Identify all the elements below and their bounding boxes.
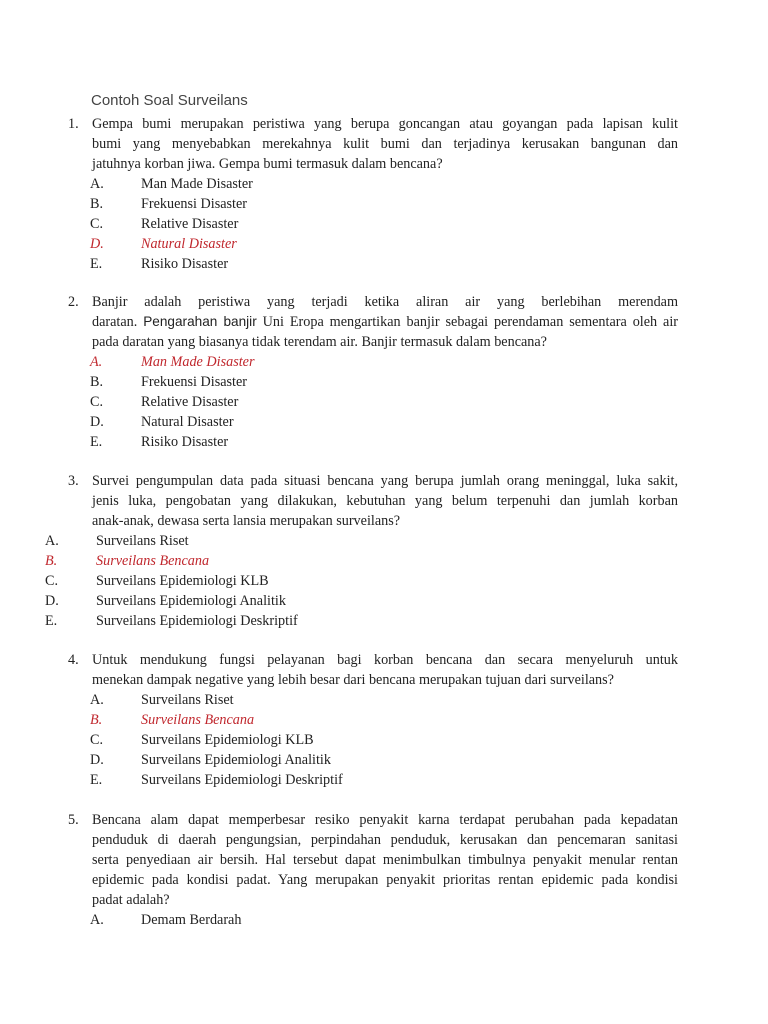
- option-c[interactable]: [0, 730, 768, 750]
- question-3: [0, 471, 768, 631]
- option-text: Relative Disaster: [141, 394, 239, 410]
- option-b-correct-answer[interactable]: [0, 710, 768, 730]
- option-text: Surveilans Riset: [141, 692, 234, 708]
- question-text-fragment: Uni Eropa mengartikan banjir sebagai perendaman sementara oleh air: [262, 314, 679, 330]
- option-letter: B.: [45, 553, 58, 569]
- question-text-line: Survei pengumpulan data pada situasi bencana yang berupa jumlah orang meninggal, luka sakit,: [92, 473, 678, 489]
- question-4: [0, 650, 768, 790]
- option-letter: B.: [90, 196, 104, 212]
- question-text-line: jenis luka, pengobatan yang dilakukan, kebutuhan yang belum terpenuhi dan jumlah korban: [92, 493, 678, 509]
- option-text: Man Made Disaster: [141, 176, 253, 192]
- option-text: Risiko Disaster: [141, 256, 229, 272]
- link-pengarahan-banjir[interactable]: Pengarahan banjir: [143, 314, 257, 329]
- option-letter: E.: [90, 772, 103, 788]
- page-title: Contoh Soal Surveilans: [91, 92, 248, 109]
- question-text-line: Banjir adalah peristiwa yang terjadi ketika aliran air yang berlebihan merendam: [92, 294, 678, 310]
- option-a[interactable]: [0, 531, 768, 551]
- option-text: Surveilans Bencana: [141, 712, 255, 728]
- option-letter: A.: [90, 354, 103, 370]
- option-letter: E.: [90, 434, 103, 450]
- option-e[interactable]: [0, 611, 768, 631]
- option-text: Man Made Disaster: [141, 354, 255, 370]
- option-c[interactable]: [0, 392, 768, 412]
- question-text-line: padat adalah?: [92, 892, 170, 908]
- option-letter: E.: [45, 613, 58, 629]
- question-text-fragment: daratan.: [92, 314, 138, 330]
- option-letter: A.: [90, 176, 104, 192]
- question-text-line: menekan dampak negative yang lebih besar dari bencana merupakan tujuan dari surveilans?: [92, 672, 614, 688]
- option-text: Surveilans Epidemiologi Deskriptif: [96, 613, 298, 629]
- option-text: Relative Disaster: [141, 216, 239, 232]
- question-2: [0, 292, 768, 452]
- option-c[interactable]: [0, 214, 768, 234]
- option-letter: B.: [90, 374, 104, 390]
- option-text: Natural Disaster: [141, 414, 234, 430]
- option-a[interactable]: [0, 910, 768, 930]
- option-d[interactable]: [0, 750, 768, 770]
- option-text: Frekuensi Disaster: [141, 196, 247, 212]
- question-text-line: Untuk mendukung fungsi pelayanan bagi korban bencana dan secara menyeluruh untuk: [92, 652, 678, 668]
- question-text-line: penduduk di daerah pengungsian, perpindahan penduduk, kerusakan dan pencemaran sanitasi: [92, 832, 678, 848]
- option-e[interactable]: [0, 432, 768, 452]
- question-text-line: bumi yang menyebabkan merekahnya kulit bumi dan terjadinya kerusakan bangunan dan: [92, 136, 678, 152]
- option-a[interactable]: [0, 174, 768, 194]
- option-text: Frekuensi Disaster: [141, 374, 247, 390]
- option-letter: A.: [45, 533, 59, 549]
- question-5: [0, 810, 768, 930]
- option-text: Surveilans Epidemiologi Analitik: [141, 752, 331, 768]
- question-number: 5.: [68, 812, 79, 828]
- question-number: 3.: [68, 473, 79, 489]
- question-number: 4.: [68, 652, 79, 668]
- question-number: 2.: [68, 294, 79, 310]
- option-b-correct-answer[interactable]: [0, 551, 768, 571]
- option-letter: D.: [45, 593, 59, 609]
- option-e[interactable]: [0, 770, 768, 790]
- option-text: Surveilans Epidemiologi Analitik: [96, 593, 286, 609]
- option-a[interactable]: [0, 690, 768, 710]
- option-text: Demam Berdarah: [141, 912, 242, 928]
- option-d[interactable]: [0, 412, 768, 432]
- option-letter: C.: [90, 732, 104, 748]
- option-text: Risiko Disaster: [141, 434, 229, 450]
- option-d[interactable]: [0, 591, 768, 611]
- option-text: Natural Disaster: [141, 236, 237, 252]
- option-text: Surveilans Bencana: [96, 553, 210, 569]
- option-letter: A.: [90, 912, 104, 928]
- option-b[interactable]: [0, 372, 768, 392]
- question-text-line: serta penyediaan air bersih. Hal tersebut dapat menimbulkan timbulnya penyakit menular rentan: [92, 852, 678, 868]
- option-letter: D.: [90, 414, 104, 430]
- option-letter: D.: [90, 236, 104, 252]
- option-letter: C.: [90, 216, 104, 232]
- option-letter: C.: [45, 573, 59, 589]
- question-text-line: jatuhnya korban jiwa. Gempa bumi termasuk dalam bencana?: [92, 156, 443, 172]
- option-letter: B.: [90, 712, 103, 728]
- question-text-line: [92, 312, 678, 332]
- option-letter: C.: [90, 394, 104, 410]
- option-text: Surveilans Epidemiologi KLB: [96, 573, 269, 589]
- question-1: [0, 114, 768, 274]
- option-b[interactable]: [0, 194, 768, 214]
- option-text: Surveilans Epidemiologi KLB: [141, 732, 314, 748]
- option-letter: A.: [90, 692, 104, 708]
- option-text: Surveilans Riset: [96, 533, 189, 549]
- question-text-line: Bencana alam dapat memperbesar resiko penyakit karna terdapat perubahan pada kepadatan: [92, 812, 678, 828]
- option-text: Surveilans Epidemiologi Deskriptif: [141, 772, 343, 788]
- option-d-correct-answer[interactable]: [0, 234, 768, 254]
- option-e[interactable]: [0, 254, 768, 274]
- question-text-line: anak-anak, dewasa serta lansia merupakan surveilans?: [92, 513, 401, 529]
- question-text-line: Gempa bumi merupakan peristiwa yang berupa goncangan atau goyangan pada lapisan kulit: [92, 116, 678, 132]
- option-letter: D.: [90, 752, 104, 768]
- option-letter: E.: [90, 256, 103, 272]
- question-text-line: pada daratan yang biasanya tidak terendam air. Banjir termasuk dalam bencana?: [92, 334, 547, 350]
- question-text-line: epidemic pada kondisi padat. Yang merupakan penyakit prioritas rentan epidemic pada kondisi: [92, 872, 678, 888]
- option-a-correct-answer[interactable]: [0, 352, 768, 372]
- option-c[interactable]: [0, 571, 768, 591]
- question-number: 1.: [68, 116, 79, 132]
